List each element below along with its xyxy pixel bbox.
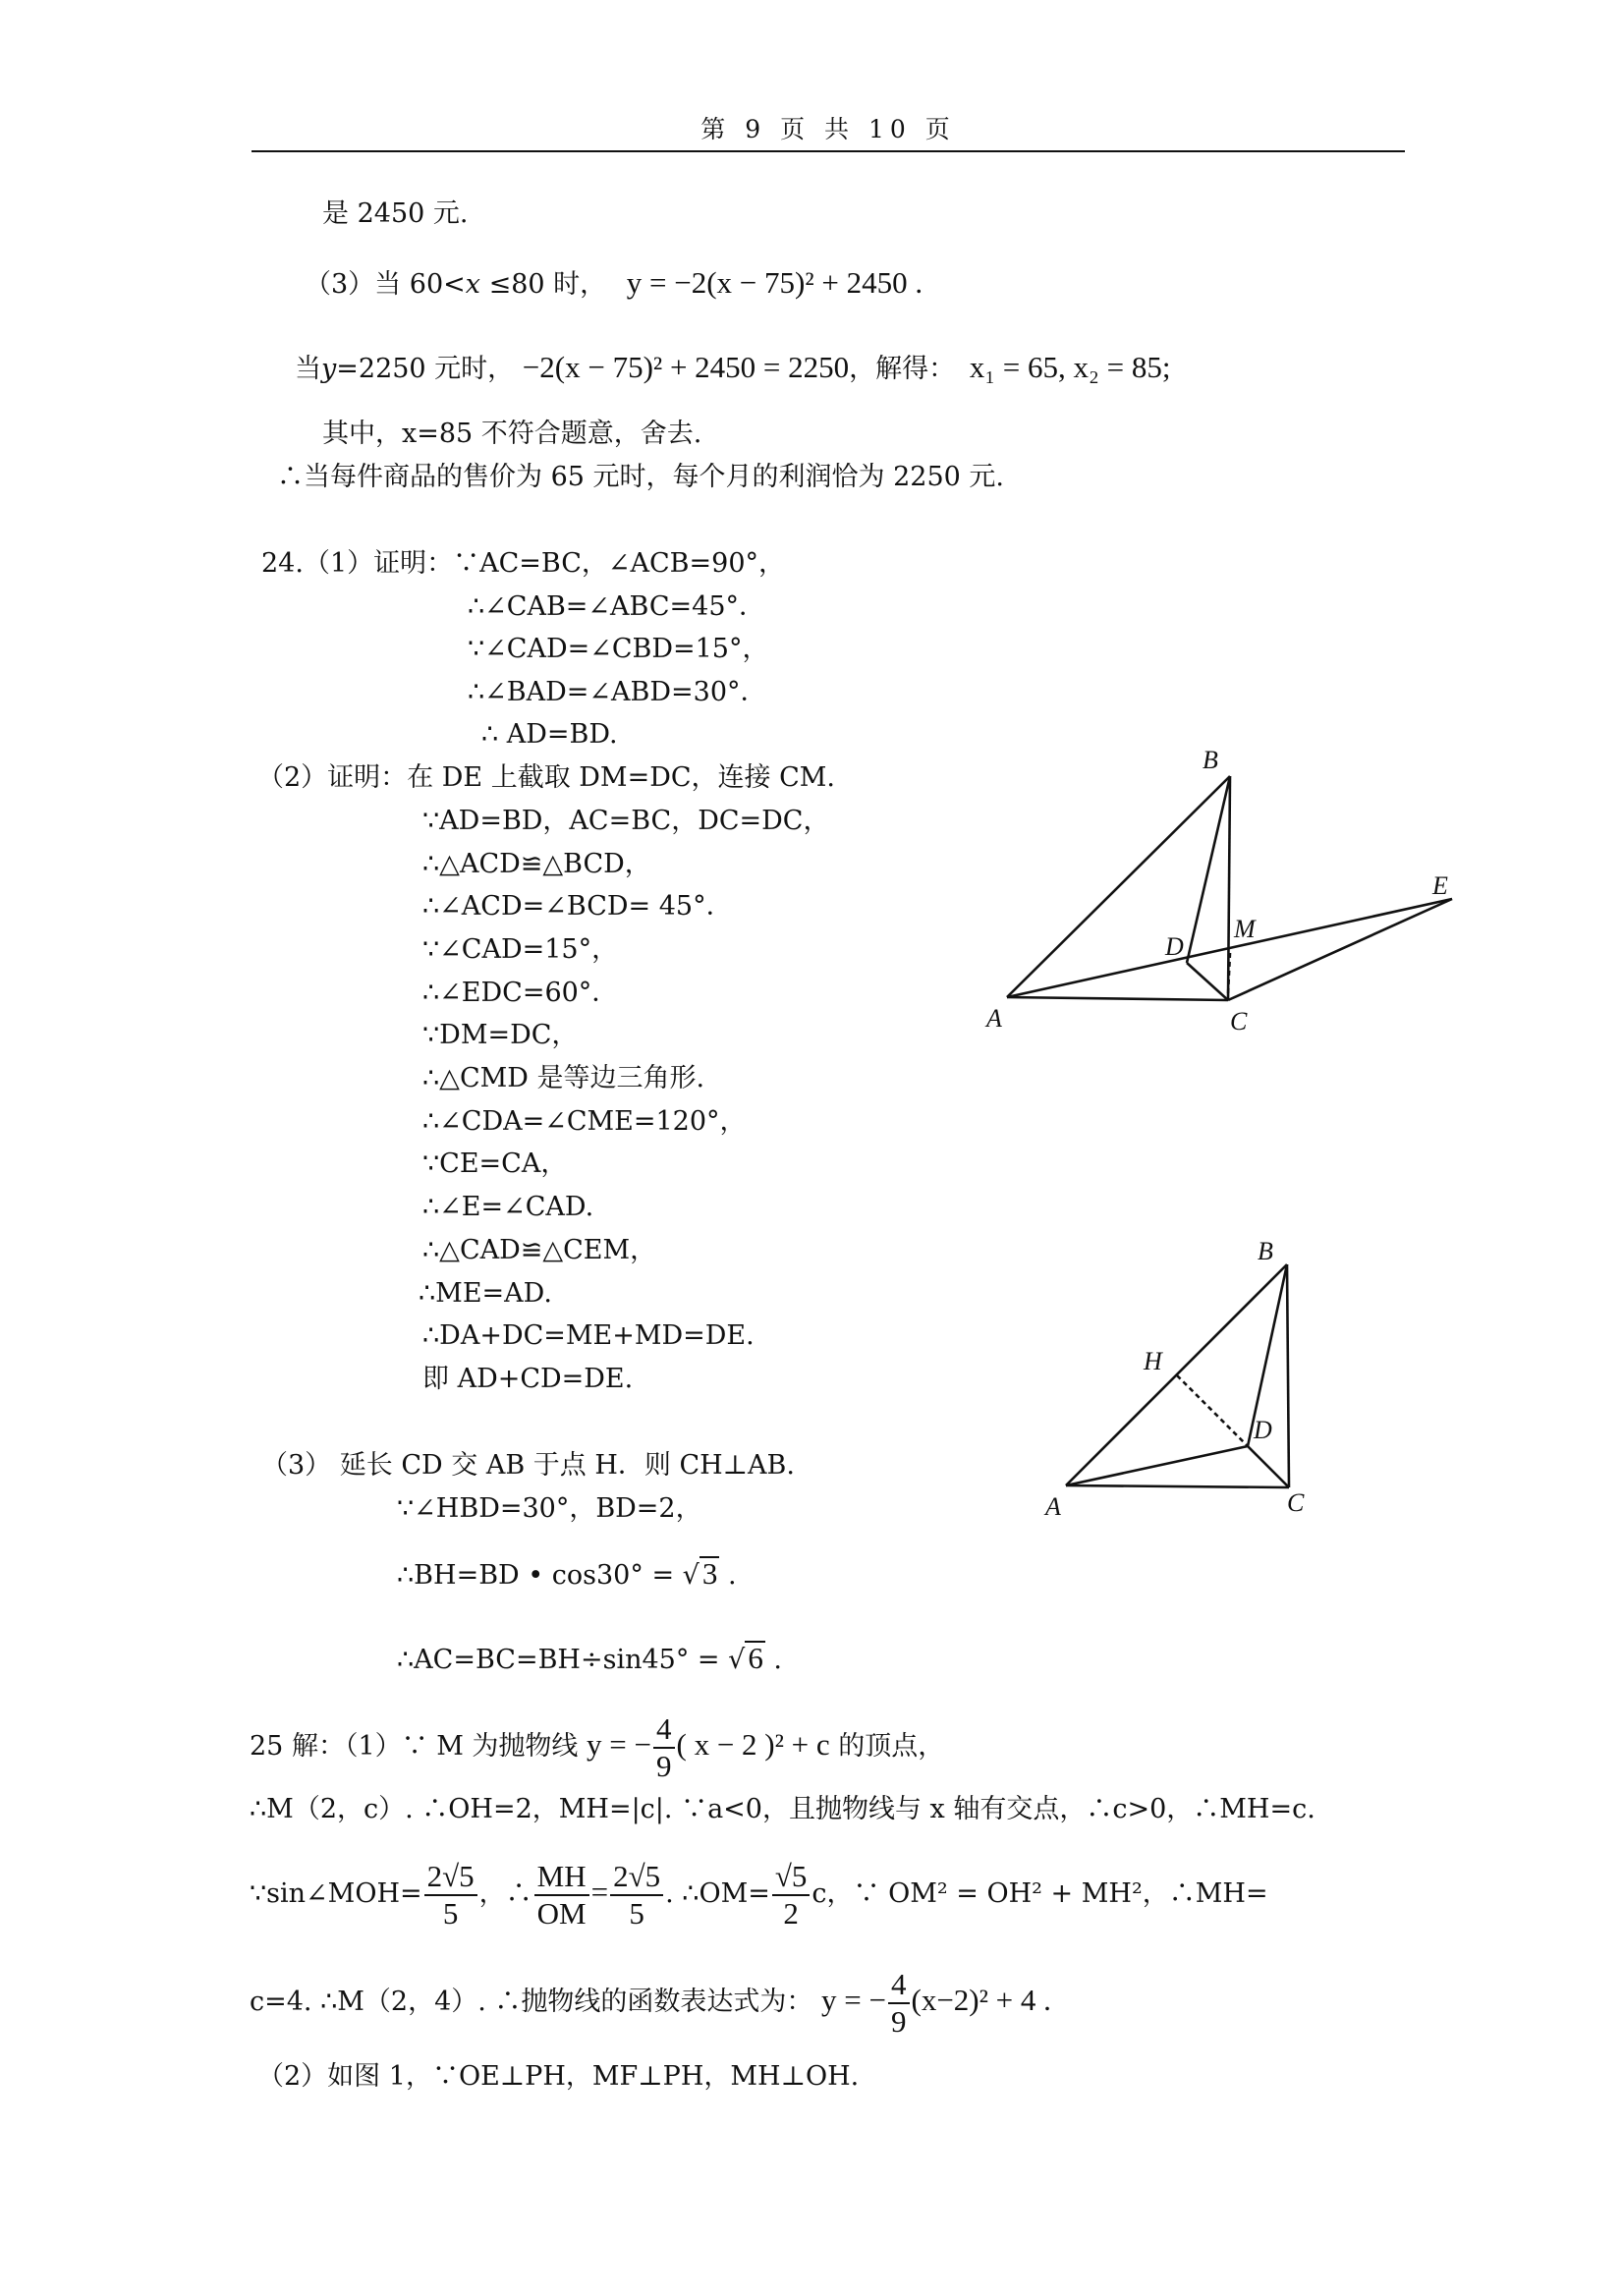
text-span: ≤80 时， <box>479 269 607 300</box>
segment-ac <box>1066 1485 1289 1487</box>
label-d: D <box>1165 932 1184 961</box>
fraction-denominator: 9 <box>891 2003 907 2039</box>
equation: y = −2(x − 75)² + 2450 . <box>626 265 923 300</box>
label-e: E <box>1432 871 1448 900</box>
text-line: ∴△ACD≌△BCD， <box>422 849 651 879</box>
text-line: ∴AC=BC=BH÷sin45° = √6 . <box>397 1641 783 1675</box>
text-line <box>250 1706 944 1786</box>
fraction-denominator: OM <box>536 1895 587 1931</box>
fraction <box>610 1859 663 1931</box>
segment-bd <box>1187 776 1230 963</box>
text-line: ∴∠CDA=∠CME=120°， <box>422 1106 747 1137</box>
equation: = <box>590 1875 609 1909</box>
text-line <box>250 1961 1051 2042</box>
sqrt-value: 3 <box>700 1556 720 1589</box>
text-line: ∴△CAD≌△CEM， <box>422 1235 657 1265</box>
label-h: H <box>1144 1347 1162 1375</box>
text-line: ∵AD=BD，AC=BC，DC=DC， <box>422 806 830 836</box>
fraction-denominator: 5 <box>442 1895 459 1931</box>
text-line <box>250 1853 1268 1933</box>
text-line: 当y=2250 元时， −2(x − 75)² + 2450 = 2250，解得： x₁ = 65, x₂ = 85; <box>295 350 1171 384</box>
label-c: C <box>1287 1488 1305 1517</box>
text-line: （2）如图 1，∵OE⊥PH，MF⊥PH，MH⊥OH. <box>257 2061 860 2092</box>
sqrt-value: 6 <box>745 1641 765 1673</box>
text-line: ∴M（2，c）. ∴OH=2，MH=|c|. ∵a<0，且抛物线与 x 轴有交点，∴c>0，∴MH=c. <box>250 1794 1315 1824</box>
text-line: ∴∠E=∠CAD. <box>422 1192 594 1222</box>
equation: x₁ = 65, x₂ = 85; <box>969 350 1171 384</box>
text-line: ∴△CMD 是等边三角形. <box>422 1063 705 1093</box>
fraction-denominator: 2 <box>783 1895 799 1931</box>
text-span: c=4. ∴M（2，4）. ∴抛物线的函数表达式为： <box>250 1987 813 2017</box>
text-line: ∴ AD=BD. <box>481 719 618 750</box>
text-line: 其中，x=85 不符合题意，舍去. <box>322 419 702 449</box>
text-line: ∴∠ACD=∠BCD= 45°． <box>422 891 733 922</box>
segment-bc <box>1287 1264 1289 1487</box>
text-line: ∵∠CAD=∠CBD=15°， <box>468 634 769 664</box>
text-line: ∵CE=CA， <box>422 1148 568 1179</box>
text-line: （3） 延长 CD 交 AB 于点 H．则 CH⊥AB. <box>261 1450 795 1481</box>
equation: (x−2)² + 4 . <box>911 1983 1051 2017</box>
segment-hd <box>1177 1375 1248 1446</box>
text-line: 24.（1）证明：∵AC=BC，∠ACB=90°， <box>261 548 785 579</box>
header-rule <box>252 150 1405 152</box>
segment-ce <box>1228 899 1452 1000</box>
fraction-numerator: 4 <box>653 1711 675 1749</box>
text-span: ∵sin∠MOH= <box>250 1878 422 1909</box>
fraction-denominator: 9 <box>656 1748 672 1783</box>
fraction-denominator: 5 <box>629 1895 644 1931</box>
segment-dc <box>1248 1446 1289 1487</box>
text-line: ∴当每件商品的售价为 65 元时，每个月的利润恰为 2250 元. <box>277 462 1004 492</box>
text-span: c，∵ OM² = OH² + MH²，∴MH= <box>812 1878 1268 1909</box>
fraction <box>534 1859 589 1931</box>
text-line: ∴∠BAD=∠ABD=30°． <box>468 677 767 707</box>
equation: −2(x − 75)² + 2450 = 2250 <box>522 350 850 384</box>
text-line: 是 2450 元. <box>322 198 469 229</box>
equation: ( x − 2 )² + c <box>676 1727 830 1762</box>
label-b: B <box>1258 1237 1273 1265</box>
text-line: （3）当 60<x ≤80 时， y = −2(x − 75)² + 2450 . <box>305 265 923 300</box>
fraction <box>424 1859 477 1931</box>
fraction-numerator: MH <box>534 1859 589 1896</box>
segment-ab <box>1007 776 1230 997</box>
text-line: ∴DA+DC=ME+MD=DE. <box>422 1320 755 1351</box>
text-line: （2）证明：在 DE 上截取 DM=DC，连接 CM. <box>257 762 835 793</box>
text-span: ，∴ <box>478 1878 532 1909</box>
text-line: ∴BH=BD • cos30° = √3 . <box>397 1556 737 1591</box>
fraction <box>888 1967 910 2039</box>
text-span: . ∴OM= <box>665 1878 770 1909</box>
fraction-numerator: 2√5 <box>610 1859 663 1896</box>
text-span: 当 <box>295 354 321 384</box>
label-a: A <box>1045 1492 1061 1521</box>
label-c: C <box>1230 1007 1248 1036</box>
page-header: 第 9 页 共 10 页 <box>700 115 956 143</box>
fraction-numerator: √5 <box>772 1859 811 1896</box>
text-line: ∴ME=AD. <box>419 1278 552 1309</box>
text-line: ∵∠CAD=15°， <box>422 934 619 965</box>
text-span: ∴BH=BD • cos30° = <box>397 1560 675 1591</box>
text-span: ∴AC=BC=BH÷sin45° = <box>397 1645 720 1675</box>
fraction <box>772 1859 811 1931</box>
fraction <box>653 1711 675 1783</box>
text-line: ∴∠EDC=60°． <box>422 978 619 1008</box>
fraction-numerator: 4 <box>888 1967 910 2004</box>
text-span: 的顶点， <box>838 1731 945 1762</box>
text-line: 即 AD+CD=DE. <box>422 1364 634 1394</box>
equation: y = − <box>587 1727 651 1762</box>
segment-ad <box>1066 1446 1248 1485</box>
equation: y = − <box>821 1983 886 2017</box>
text-span: =2250 元时， <box>336 354 515 384</box>
fraction-numerator: 2√5 <box>424 1859 477 1896</box>
segment-ac <box>1007 997 1228 1000</box>
text-line: ∵DM=DC， <box>422 1020 579 1050</box>
geometry-figure-2 <box>1022 1228 1336 1533</box>
text-span: （3）当 60< <box>305 269 466 300</box>
geometry-figure-1 <box>963 737 1474 1041</box>
label-m: M <box>1234 915 1256 943</box>
label-b: B <box>1203 746 1218 774</box>
text-span: 25 解：（1）∵ M 为抛物线 <box>250 1731 579 1762</box>
label-d: D <box>1254 1416 1272 1444</box>
text-line: ∵∠HBD=30°，BD=2， <box>397 1493 702 1524</box>
label-a: A <box>986 1004 1002 1033</box>
segment-dc <box>1187 963 1228 1000</box>
text-span: ，解得： <box>849 354 956 384</box>
text-line: ∴∠CAB=∠ABC=45°． <box>468 591 766 622</box>
